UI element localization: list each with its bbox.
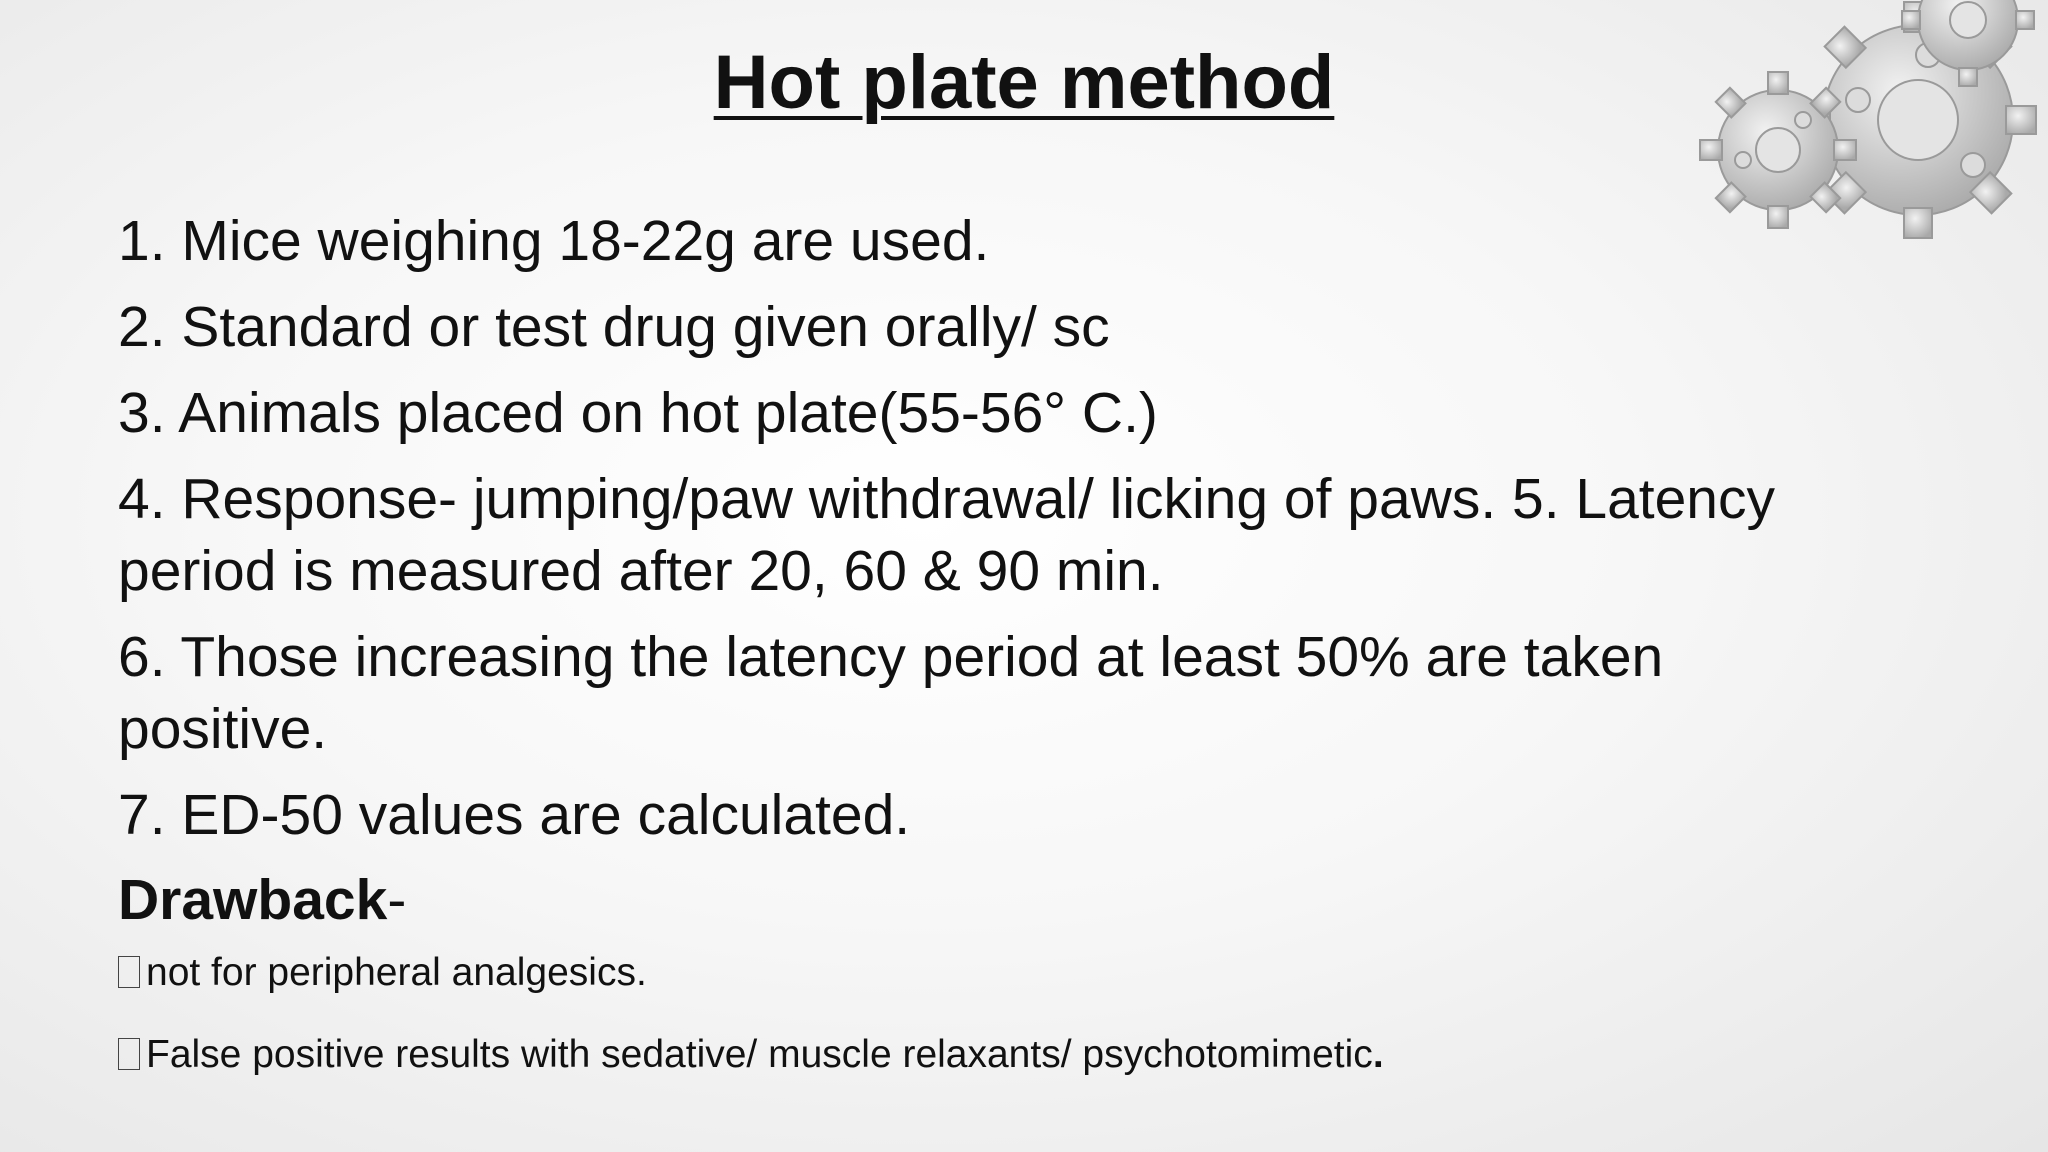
list-item: 3. Animals placed on hot plate(55-56° C.) bbox=[118, 381, 1158, 445]
list-item: 7. ED-50 values are calculated. bbox=[118, 783, 911, 847]
steps-list bbox=[118, 205, 1818, 865]
list-item: 6. Those increasing the latency period at least 50% are taken positive. bbox=[118, 625, 1664, 761]
drawback-label: Drawback bbox=[118, 868, 388, 932]
bullet-box-icon bbox=[118, 1038, 140, 1070]
drawback-item bbox=[118, 948, 647, 998]
bullet-box-icon bbox=[118, 956, 140, 988]
list-item: 2. Standard or test drug given orally/ sc bbox=[118, 295, 1110, 359]
drawback-item-text: not for peripheral analgesics. bbox=[146, 951, 647, 994]
drawback-item bbox=[118, 1030, 1384, 1080]
drawback-heading bbox=[118, 864, 406, 936]
final-period: . bbox=[1372, 1033, 1384, 1076]
slide-title: Hot plate method bbox=[713, 40, 1335, 125]
drawback-dash: - bbox=[387, 868, 407, 932]
drawback-item-text: False positive results with sedative/ muscle relaxants/ psychotomimetic bbox=[146, 1033, 1373, 1076]
list-item: 1. Mice weighing 18-22g are used. bbox=[118, 209, 990, 273]
list-item: 4. Response- jumping/paw withdrawal/ licking of paws. 5. Latency period is measured after 20, 60 & 90 min. bbox=[118, 467, 1776, 603]
